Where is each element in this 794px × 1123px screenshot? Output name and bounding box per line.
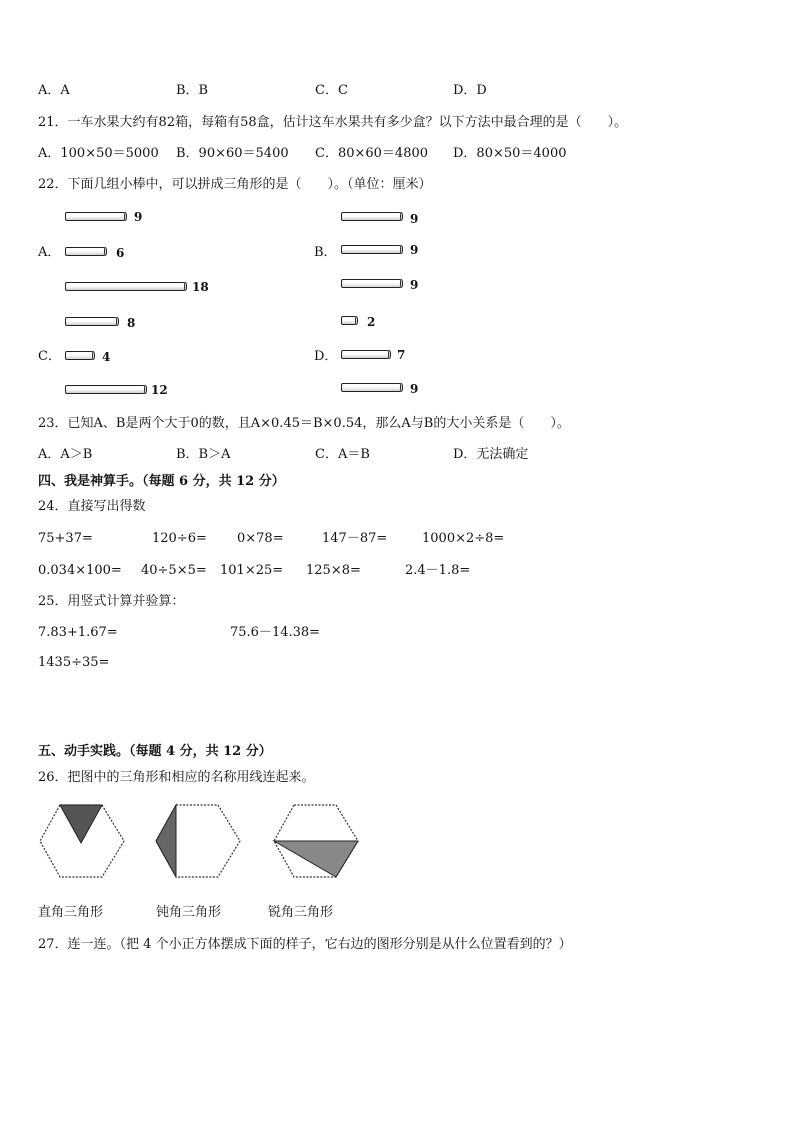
stick-c3 (65, 385, 147, 394)
q25-calc-1: 7.83+1.67= (38, 625, 118, 640)
stick-d3 (341, 383, 403, 392)
q22-stem: 22．下面几组小棒中，可以拼成三角形的是（ ）。（单位：厘米） (38, 177, 432, 192)
q20-option-d: D．D (453, 83, 487, 98)
stick-c1-length: 8 (127, 316, 136, 330)
q24-r1-4: 147－87= (322, 531, 388, 546)
stick-d3-length: 9 (410, 382, 419, 396)
q22-label-d: D． (314, 349, 338, 364)
hexagon-figure-1 (38, 803, 128, 879)
q21-option-b: B．90×60＝5400 (176, 146, 289, 161)
stick-b3-length: 9 (410, 278, 419, 292)
q23-option-a: A．A＞B (38, 447, 93, 462)
q24-r2-3: 101×25= (220, 563, 284, 578)
hexagon-figure-3 (272, 803, 362, 879)
q20-option-a: A．A (38, 83, 70, 98)
stick-d2-length: 7 (397, 348, 406, 362)
stick-c2-length: 4 (102, 350, 111, 364)
q24-r2-1: 0.034×100= (38, 563, 122, 578)
triangle-name-acute: 锐角三角形 (268, 905, 334, 920)
section5-title: 五、动手实践。（每题 4 分，共 12 分） (38, 744, 272, 759)
q22-label-b: B． (314, 245, 337, 260)
q24-r2-4: 125×8= (306, 563, 361, 578)
stick-b1 (341, 212, 403, 221)
q23-option-b: B．B＞A (176, 447, 231, 462)
hexagon-figure-2 (154, 803, 244, 879)
q20-option-c: C．C (315, 83, 348, 98)
q22-label-a: A． (38, 245, 61, 260)
stick-a1-length: 9 (134, 210, 143, 224)
stick-c2 (65, 351, 95, 360)
stick-a1 (65, 212, 127, 221)
stick-d1 (341, 316, 358, 325)
q21-option-a: A．100×50＝5000 (38, 146, 159, 161)
q24-r2-2: 40÷5×5= (141, 563, 207, 578)
q23-option-c: C．A＝B (315, 447, 370, 462)
q23-stem: 23．已知A、B是两个大于0的数，且A×0.45＝B×0.54，那么A与B的大小关系是（ ）。 (38, 416, 570, 431)
q21-option-d: D．80×50＝4000 (453, 146, 567, 161)
q24-r1-1: 75+37= (38, 531, 93, 546)
stick-c3-length: 12 (151, 383, 168, 397)
stick-d2 (341, 350, 391, 359)
q24-r1-5: 1000×2÷8= (422, 531, 505, 546)
q24-stem: 24．直接写出得数 (38, 499, 146, 514)
q20-option-b: B．B (176, 83, 209, 98)
q23-option-d: D．无法确定 (453, 447, 529, 462)
stick-d1-length: 2 (367, 315, 376, 329)
stick-b2-length: 9 (410, 243, 419, 257)
q22-label-c: C． (38, 349, 61, 364)
q25-calc-2: 75.6－14.38= (230, 625, 321, 640)
triangle-name-right: 直角三角形 (38, 905, 104, 920)
q21-option-c: C．80×60＝4800 (315, 146, 429, 161)
q24-r1-2: 120÷6= (152, 531, 207, 546)
stick-b1-length: 9 (410, 212, 419, 226)
section4-title: 四、我是神算手。（每题 6 分，共 12 分） (38, 474, 285, 489)
stick-a3 (65, 282, 187, 291)
q25-calc-3: 1435÷35= (38, 655, 110, 670)
stick-b3 (341, 279, 403, 288)
q27-stem: 27．连一连。（把 4 个小正方体摆成下面的样子，它右边的图形分别是从什么位置看到的？） (38, 937, 572, 952)
stick-b2 (341, 245, 403, 254)
q24-r1-3: 0×78= (237, 531, 284, 546)
q24-r2-5: 2.4－1.8= (405, 563, 471, 578)
q21-stem: 21．一车水果大约有82箱，每箱有58盒，估计这车水果共有多少盒？以下方法中最合理的是（ ）。 (38, 115, 628, 130)
stick-a2-length: 6 (116, 246, 125, 260)
stick-a3-length: 18 (192, 280, 209, 294)
stick-a2 (65, 247, 107, 256)
q25-stem: 25．用竖式计算并验算： (38, 594, 185, 609)
triangle-name-obtuse: 钝角三角形 (156, 905, 222, 920)
stick-c1 (65, 317, 119, 326)
q26-stem: 26．把图中的三角形和相应的名称用线连起来。 (38, 770, 315, 785)
